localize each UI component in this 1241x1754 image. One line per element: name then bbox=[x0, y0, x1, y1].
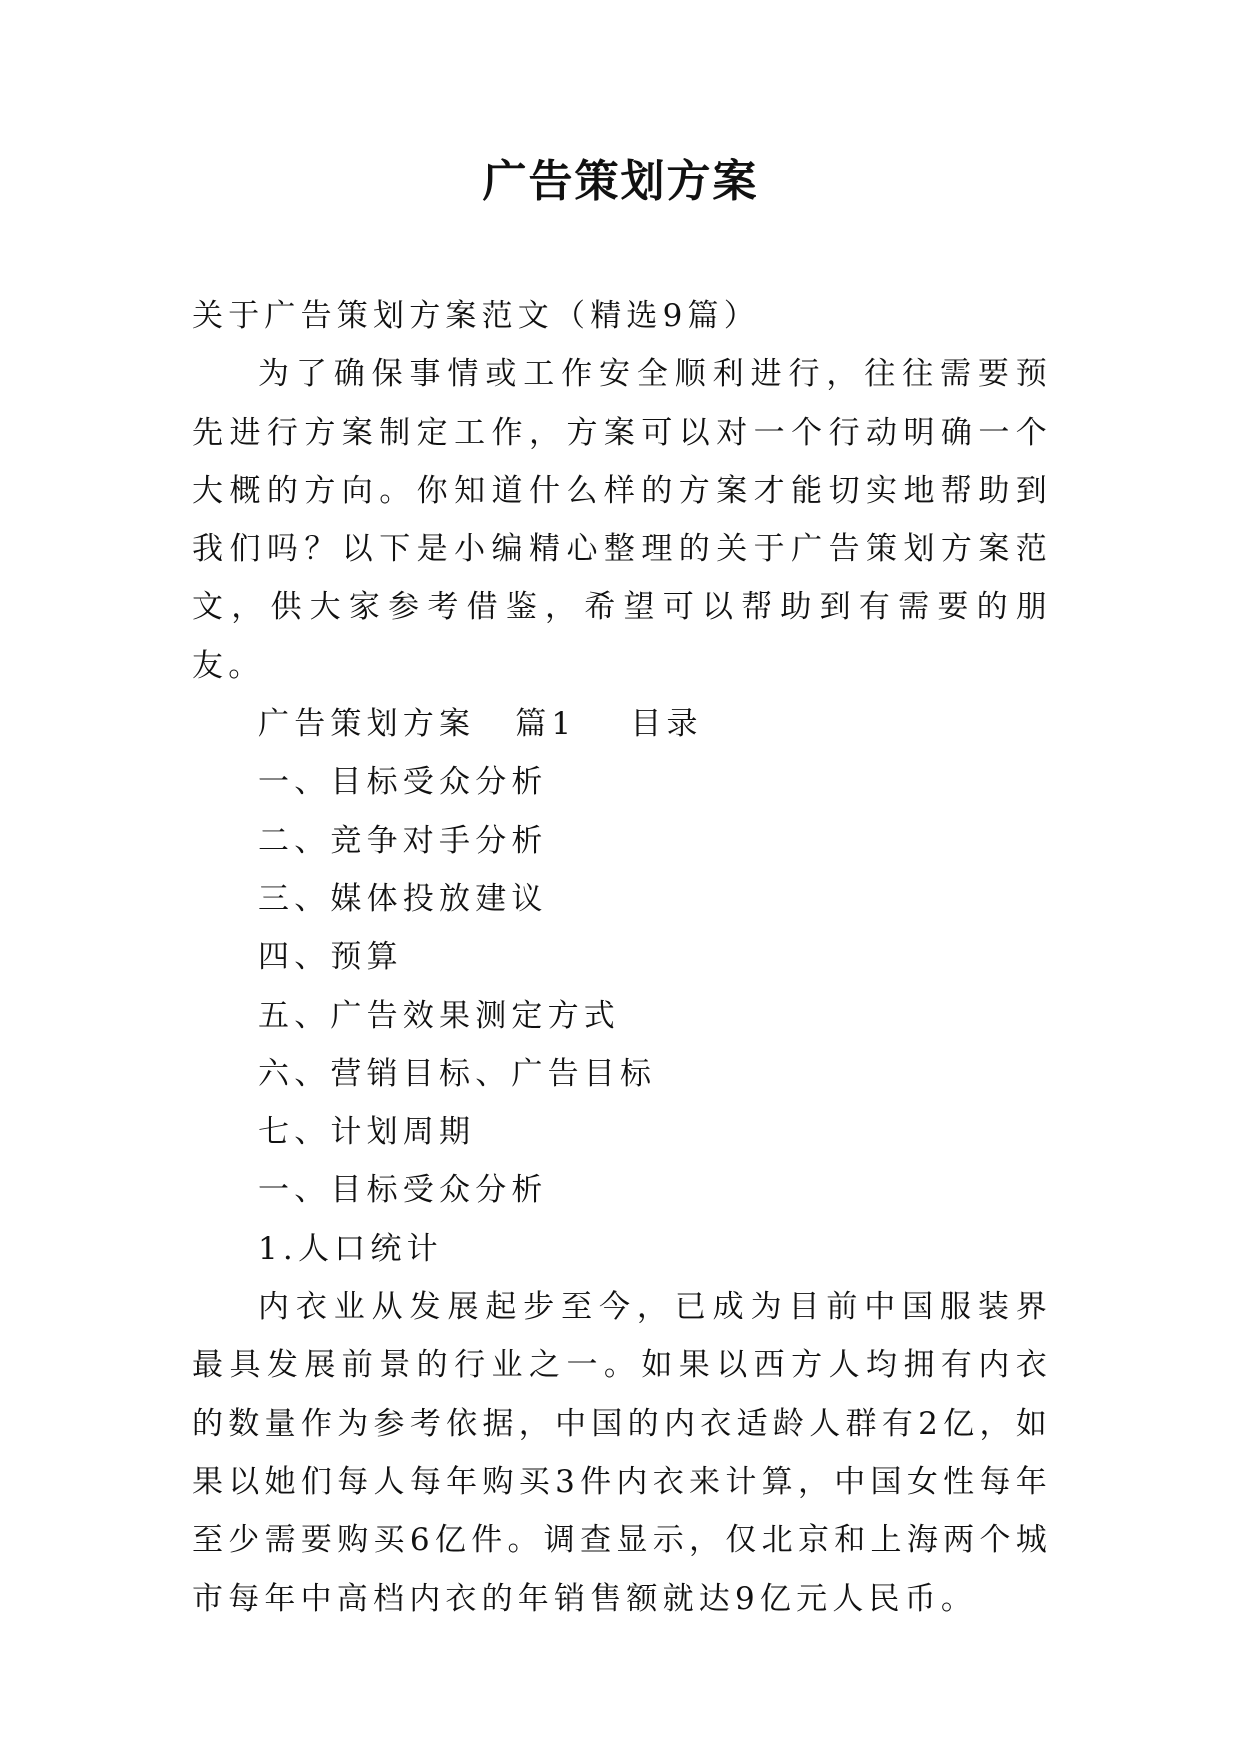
toc-item: 七、计划周期 bbox=[258, 1114, 476, 1151]
section-heading-name: 广告策划方案 bbox=[258, 706, 476, 743]
toc-label: 目录 bbox=[630, 706, 703, 743]
section-heading-part: 篇1 bbox=[515, 706, 577, 743]
document-subtitle: 关于广告策划方案范文（精选9篇） bbox=[192, 298, 760, 334]
section-heading-line bbox=[192, 695, 1052, 753]
toc-item: 三、媒体投放建议 bbox=[258, 880, 548, 917]
body-paragraph: 内衣业从发展起步至今，已成为目前中国服装界最具发展前景的行业之一。如果以西方人均拥有内衣的数量作为参考依据，中国的内衣适龄人群有2亿，如果以她们每人每年购买3件内衣来计算，中国女性每年至少需要购买6亿件。调查显示，仅北京和上海两个城市每年中高档内衣的年销售额就达9亿元人民币。 bbox=[192, 1289, 1052, 1617]
document-body bbox=[192, 287, 1052, 1628]
toc-item: 六、营销目标、广告目标 bbox=[258, 1055, 657, 1092]
toc-item: 一、目标受众分析 bbox=[258, 764, 548, 801]
subsection-heading: 1.人口统计 bbox=[258, 1230, 443, 1267]
section-heading: 一、目标受众分析 bbox=[258, 1172, 548, 1209]
intro-paragraph: 为了确保事情或工作安全顺利进行，往往需要预先进行方案制定工作，方案可以对一个行动明确一个大概的方向。你知道什么样的方案才能切实地帮助到我们吗？以下是小编精心整理的关于广告策划方案范文，供大家参考借鉴，希望可以帮助到有需要的朋友。 bbox=[192, 356, 1052, 684]
toc-item: 五、广告效果测定方式 bbox=[258, 997, 620, 1034]
toc-item: 二、竞争对手分析 bbox=[258, 822, 548, 859]
toc-item: 四、预算 bbox=[258, 939, 403, 976]
document-title: 广告策划方案 bbox=[482, 156, 759, 207]
